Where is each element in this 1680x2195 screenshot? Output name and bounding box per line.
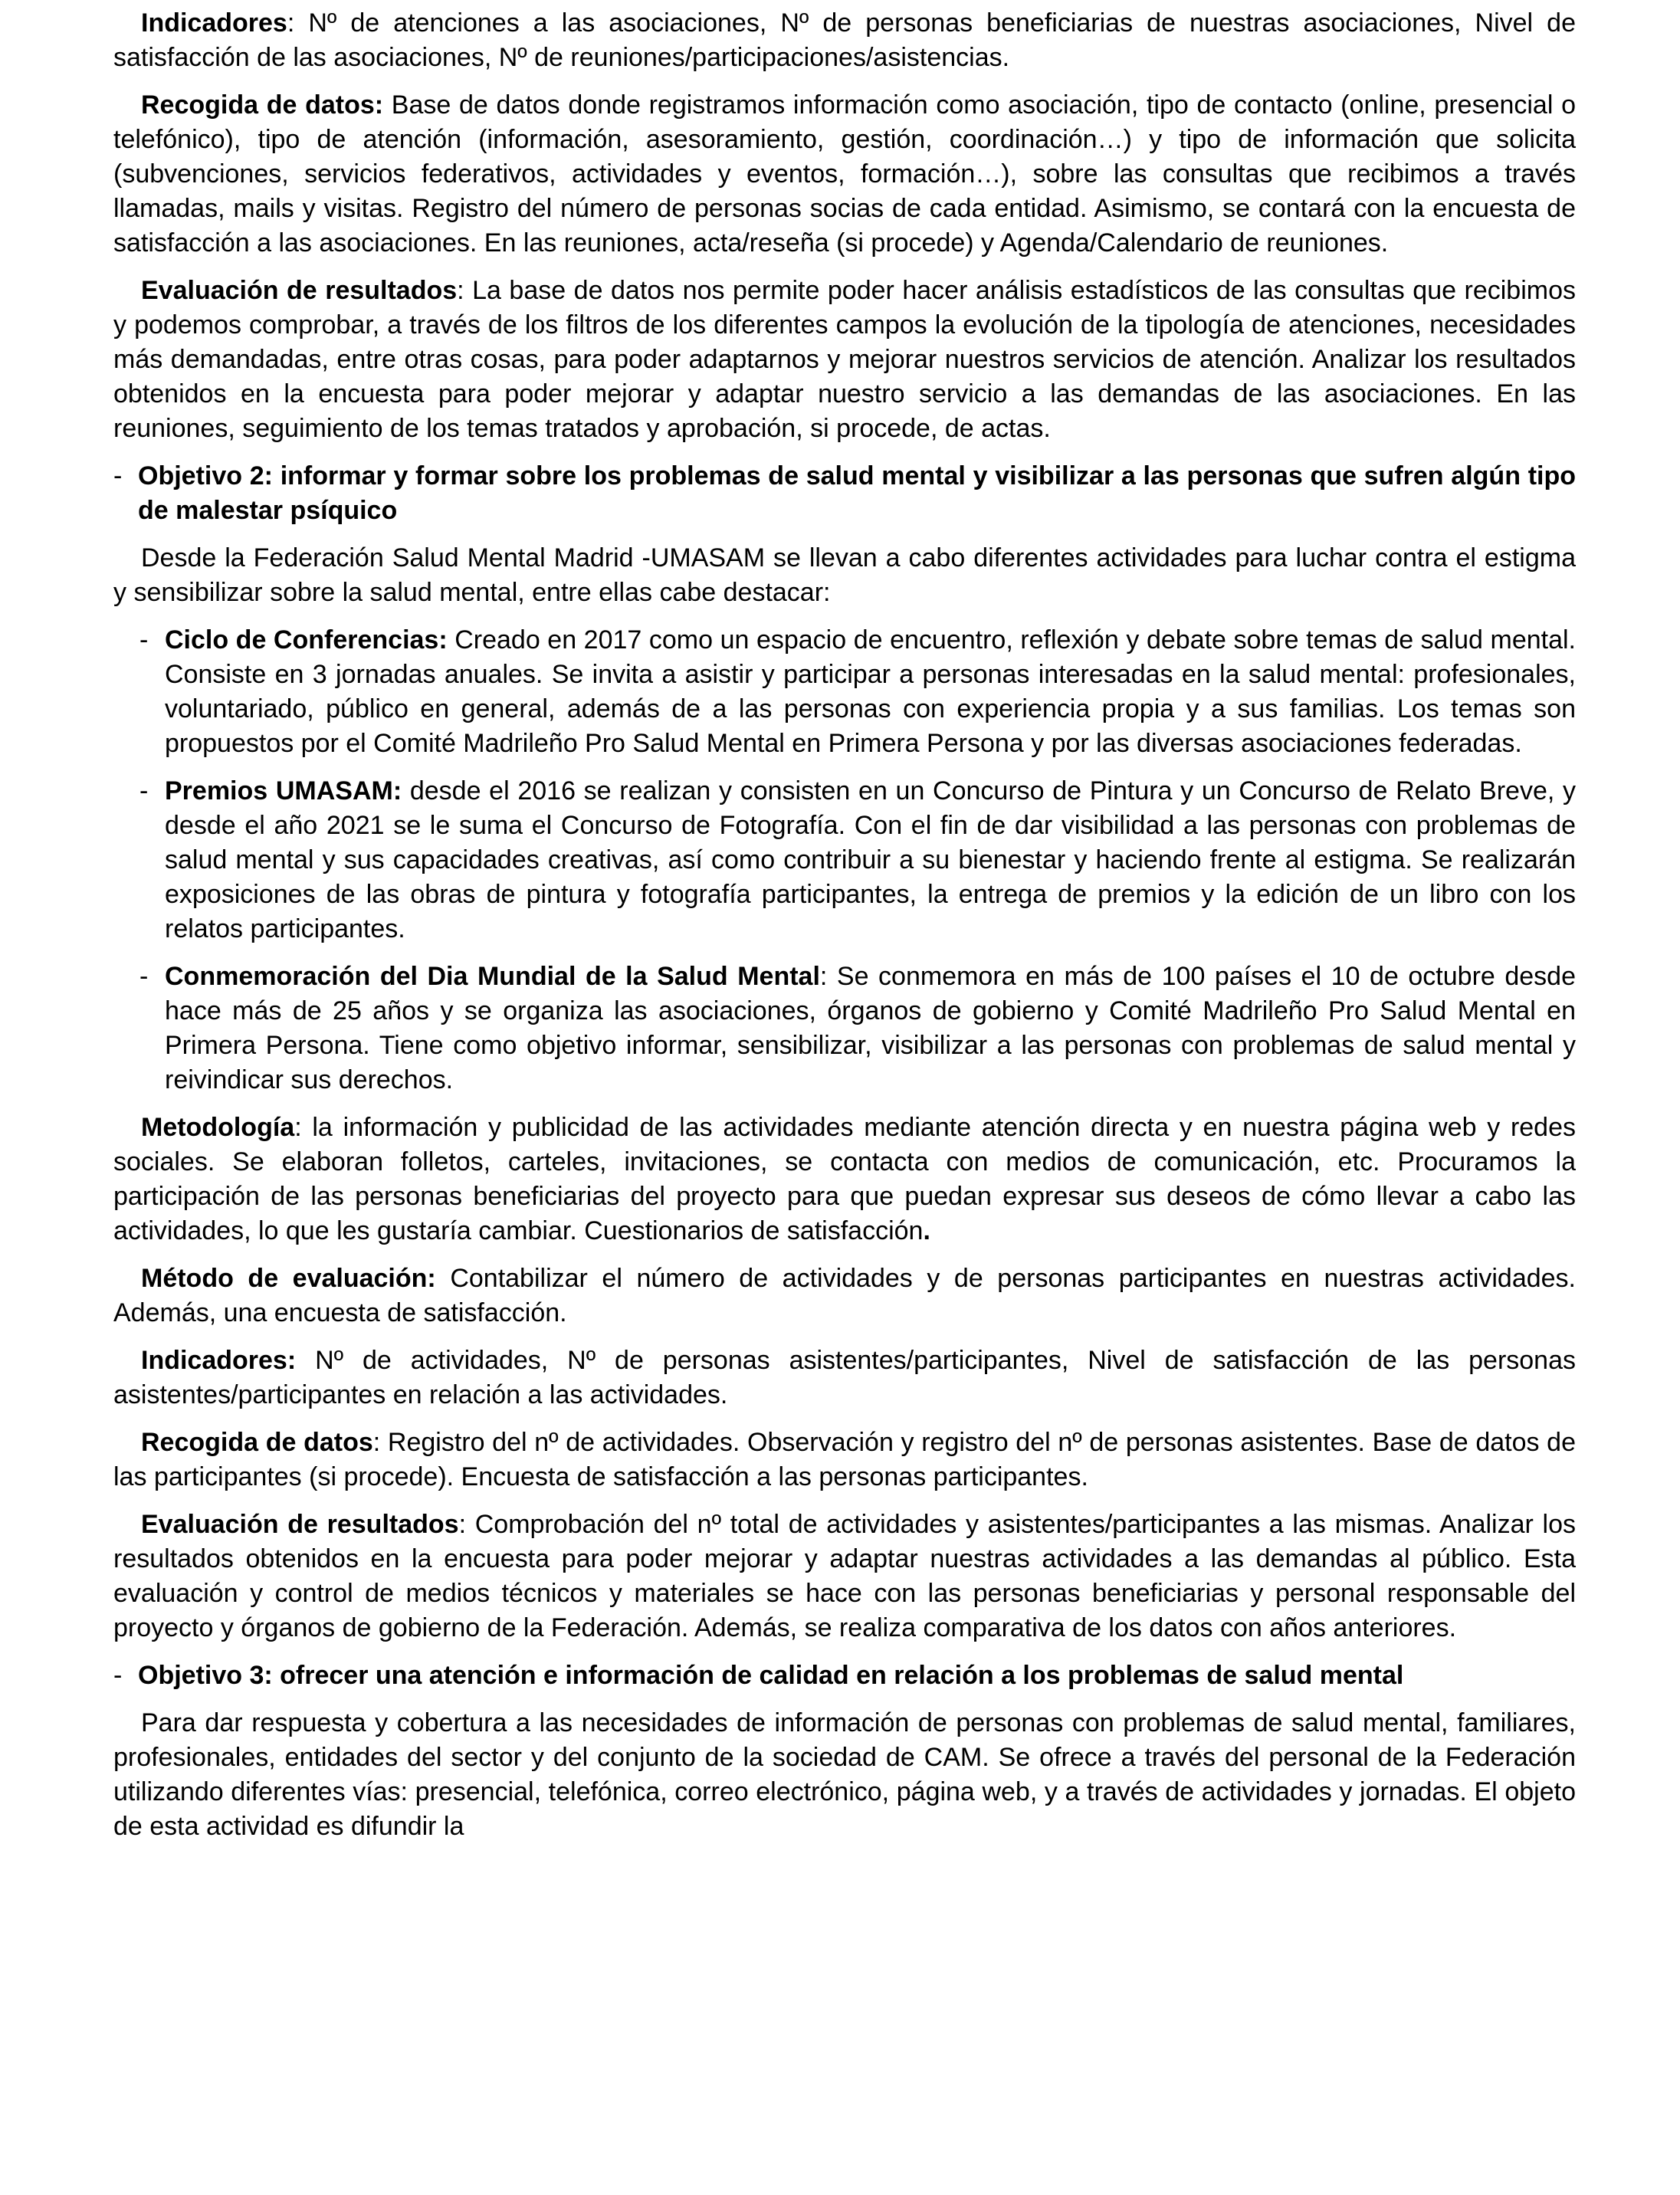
paragraph-indicadores-obj2 (113, 1344, 1583, 1412)
text-run: desde el 2016 se realizan y consisten en un Concurso de Pintura y un Concurso de Relato Breve, y desde el año 2021 se le suma el Concurso de Fotografía. Con el fin de dar visibilidad a las personas con problemas de salud mental y sus capacidades creativas, así como contribuir a su bienestar y haciendo frente al estigma. Se realizarán exposiciones de las obras de pintura y fotografía participantes, la entrega de premios y la edición de un libro con los relatos participantes. (165, 776, 1583, 943)
bullet-dash: - (139, 625, 149, 655)
text-run: : Se conmemora en más de 100 países el 10 de octubre desde hace más de 25 años y se organiza las asociaciones, órganos de gobierno y Comité Madrileño Pro Salud Mental en Primera Persona. Tiene como objetivo informar, sensibilizar, visibilizar a las personas con problemas de salud mental y reivindicar sus derechos. (165, 962, 1583, 1094)
list-item-text (138, 1659, 1576, 1693)
text-run: : La base de datos nos permite poder hacer análisis estadísticos de las consultas que recibimos y podemos comprobar, a través de los filtros de los diferentes campos la evolución de la tipología de atenciones, necesidades más demandadas, entre otras cosas, para poder adaptarnos y mejorar nuestros servicios de atención. Analizar los resultados obtenidos en la encuesta para poder mejorar y adaptar nuestro servicio a las demandas de las asociaciones. En las reuniones, seguimiento de los temas tratados y aprobación, si procede, de actas. (113, 276, 1583, 443)
paragraph-indicadores-obj1 (113, 6, 1583, 75)
objective-2-heading (113, 459, 1583, 528)
text-run: : Registro del nº de actividades. Observación y registro del nº de personas asistentes. Base de datos de las participantes (si procede). Encuesta de satisfacción a las personas participantes. (113, 1428, 1583, 1491)
list-item-text (138, 459, 1583, 528)
paragraph-evaluacion-resultados-obj1 (113, 274, 1583, 446)
bullet-dash: - (113, 1661, 123, 1690)
text-run: Nº de actividades, Nº de personas asistentes/participantes, Nivel de satisfacción de las personas asistentes/participantes en relación a las actividades. (113, 1346, 1583, 1409)
paragraph-recogida-datos-obj2 (113, 1426, 1583, 1495)
bullet-dash: - (139, 962, 149, 991)
paragraph-objetivo3-intro (113, 1706, 1583, 1844)
list-item-ciclo-conferencias (113, 623, 1583, 761)
paragraph-recogida-datos-obj1 (113, 88, 1583, 261)
text-run: : la información y publicidad de las actividades mediante atención directa y en nuestra página web y redes sociales. Se elaboran folletos, carteles, invitaciones, se contacta con medios de comunicación, etc. Procuramos la participación de las personas beneficiarias del proyecto para que puedan expresar sus deseos de cómo llevar a cabo las actividades, lo que les gustaría cambiar. Cuestionarios de satisfacción (113, 1113, 1583, 1245)
list-item-premios-umasam (113, 774, 1583, 947)
text-run: : Comprobación del nº total de actividades y asistentes/participantes a las mismas. Analizar los resultados obtenidos en la encuesta para poder mejorar y adaptar nuestras actividades a las demandas al público. Esta evaluación y control de medios técnicos y materiales se hace con las personas beneficiarias y personal responsable del proyecto y órganos de gobierno de la Federación. Además, se realiza comparativa de los datos con años anteriores. (113, 1510, 1583, 1642)
bold-text-run: Premios UMASAM: (165, 776, 402, 805)
list-item-text (165, 774, 1583, 947)
bold-text-run: Evaluación de resultados (141, 1510, 459, 1539)
list-item-text (165, 960, 1583, 1098)
bullet-dash: - (139, 776, 149, 805)
text-run: Base de datos donde registramos información como asociación, tipo de contacto (online, presencial o telefónico), tipo de atención (información, asesoramiento, gestión, coordinación…) y tipo de información que solicita (subvenciones, servicios federativos, actividades y eventos, formación…), sobre las consultas que recibimos a través llamadas, mails y visitas. Registro del número de personas socias de cada entidad. Asimismo, se contará con la encuesta de satisfacción a las asociaciones. En las reuniones, acta/reseña (si procede) y Agenda/Calendario de reuniones. (113, 90, 1583, 258)
bullet-dash: - (113, 461, 123, 491)
bold-text-run: Objetivo 2: informar y formar sobre los problemas de salud mental y visibilizar a las personas que sufren algún tipo de malestar psíquico (138, 461, 1583, 525)
text-run: : Nº de atenciones a las asociaciones, Nº de personas beneficiarias de nuestras asociaciones, Nivel de satisfacción de las asociaciones, Nº de reuniones/participaciones/asistencias. (113, 8, 1583, 72)
bold-text-run: Conmemoración del Dia Mundial de la Salud Mental (165, 962, 820, 991)
list-item-text (165, 623, 1583, 761)
bold-text-run: Metodología (141, 1113, 295, 1142)
text-run: Para dar respuesta y cobertura a las necesidades de información de personas con problemas de salud mental, familiares, profesionales, entidades del sector y del conjunto de la sociedad de CAM. Se ofrece a través del personal de la Federación utilizando diferentes vías: presencial, telefónica, correo electrónico, página web, y a través de actividades y jornadas. El objeto de esta actividad es difundir la (113, 1708, 1583, 1841)
paragraph-evaluacion-resultados-obj2 (113, 1508, 1583, 1645)
paragraph-metodologia (113, 1111, 1583, 1248)
text-run: Contabilizar el número de actividades y de personas participantes en nuestras actividades. Además, una encuesta de satisfacción. (113, 1264, 1582, 1327)
text-run: Creado en 2017 como un espacio de encuentro, reflexión y debate sobre temas de salud mental. Consiste en 3 jornadas anuales. Se invita a asistir y participar a personas interesadas en la salud mental: profesionales, voluntariado, público en general, además de a las personas con experiencia propia y a sus familias. Los temas son propuestos por el Comité Madrileño Pro Salud Mental en Primera Persona y por las diversas asociaciones federadas. (165, 625, 1583, 758)
bold-text-run: . (923, 1216, 930, 1245)
objective-3-heading (113, 1659, 1576, 1693)
bold-text-run: Indicadores (141, 8, 287, 38)
paragraph-objetivo2-intro (113, 541, 1583, 610)
bold-text-run: Recogida de datos (141, 1428, 373, 1457)
bold-text-run: Objetivo 3: ofrecer una atención e información de calidad en relación a los problemas de salud mental (138, 1661, 1404, 1690)
list-item-conmemoracion-dia-mundial (113, 960, 1583, 1098)
bold-text-run: Recogida de datos: (141, 90, 384, 120)
bold-text-run: Evaluación de resultados (141, 276, 458, 305)
bold-text-run: Método de evaluación: (141, 1264, 436, 1293)
text-run: Desde la Federación Salud Mental Madrid -UMASAM se llevan a cabo diferentes actividades para luchar contra el estigma y sensibilizar sobre la salud mental, entre ellas cabe destacar: (113, 543, 1583, 607)
paragraph-metodo-evaluacion (113, 1262, 1582, 1330)
bold-text-run: Indicadores: (141, 1346, 297, 1375)
bold-text-run: Ciclo de Conferencias: (165, 625, 448, 655)
